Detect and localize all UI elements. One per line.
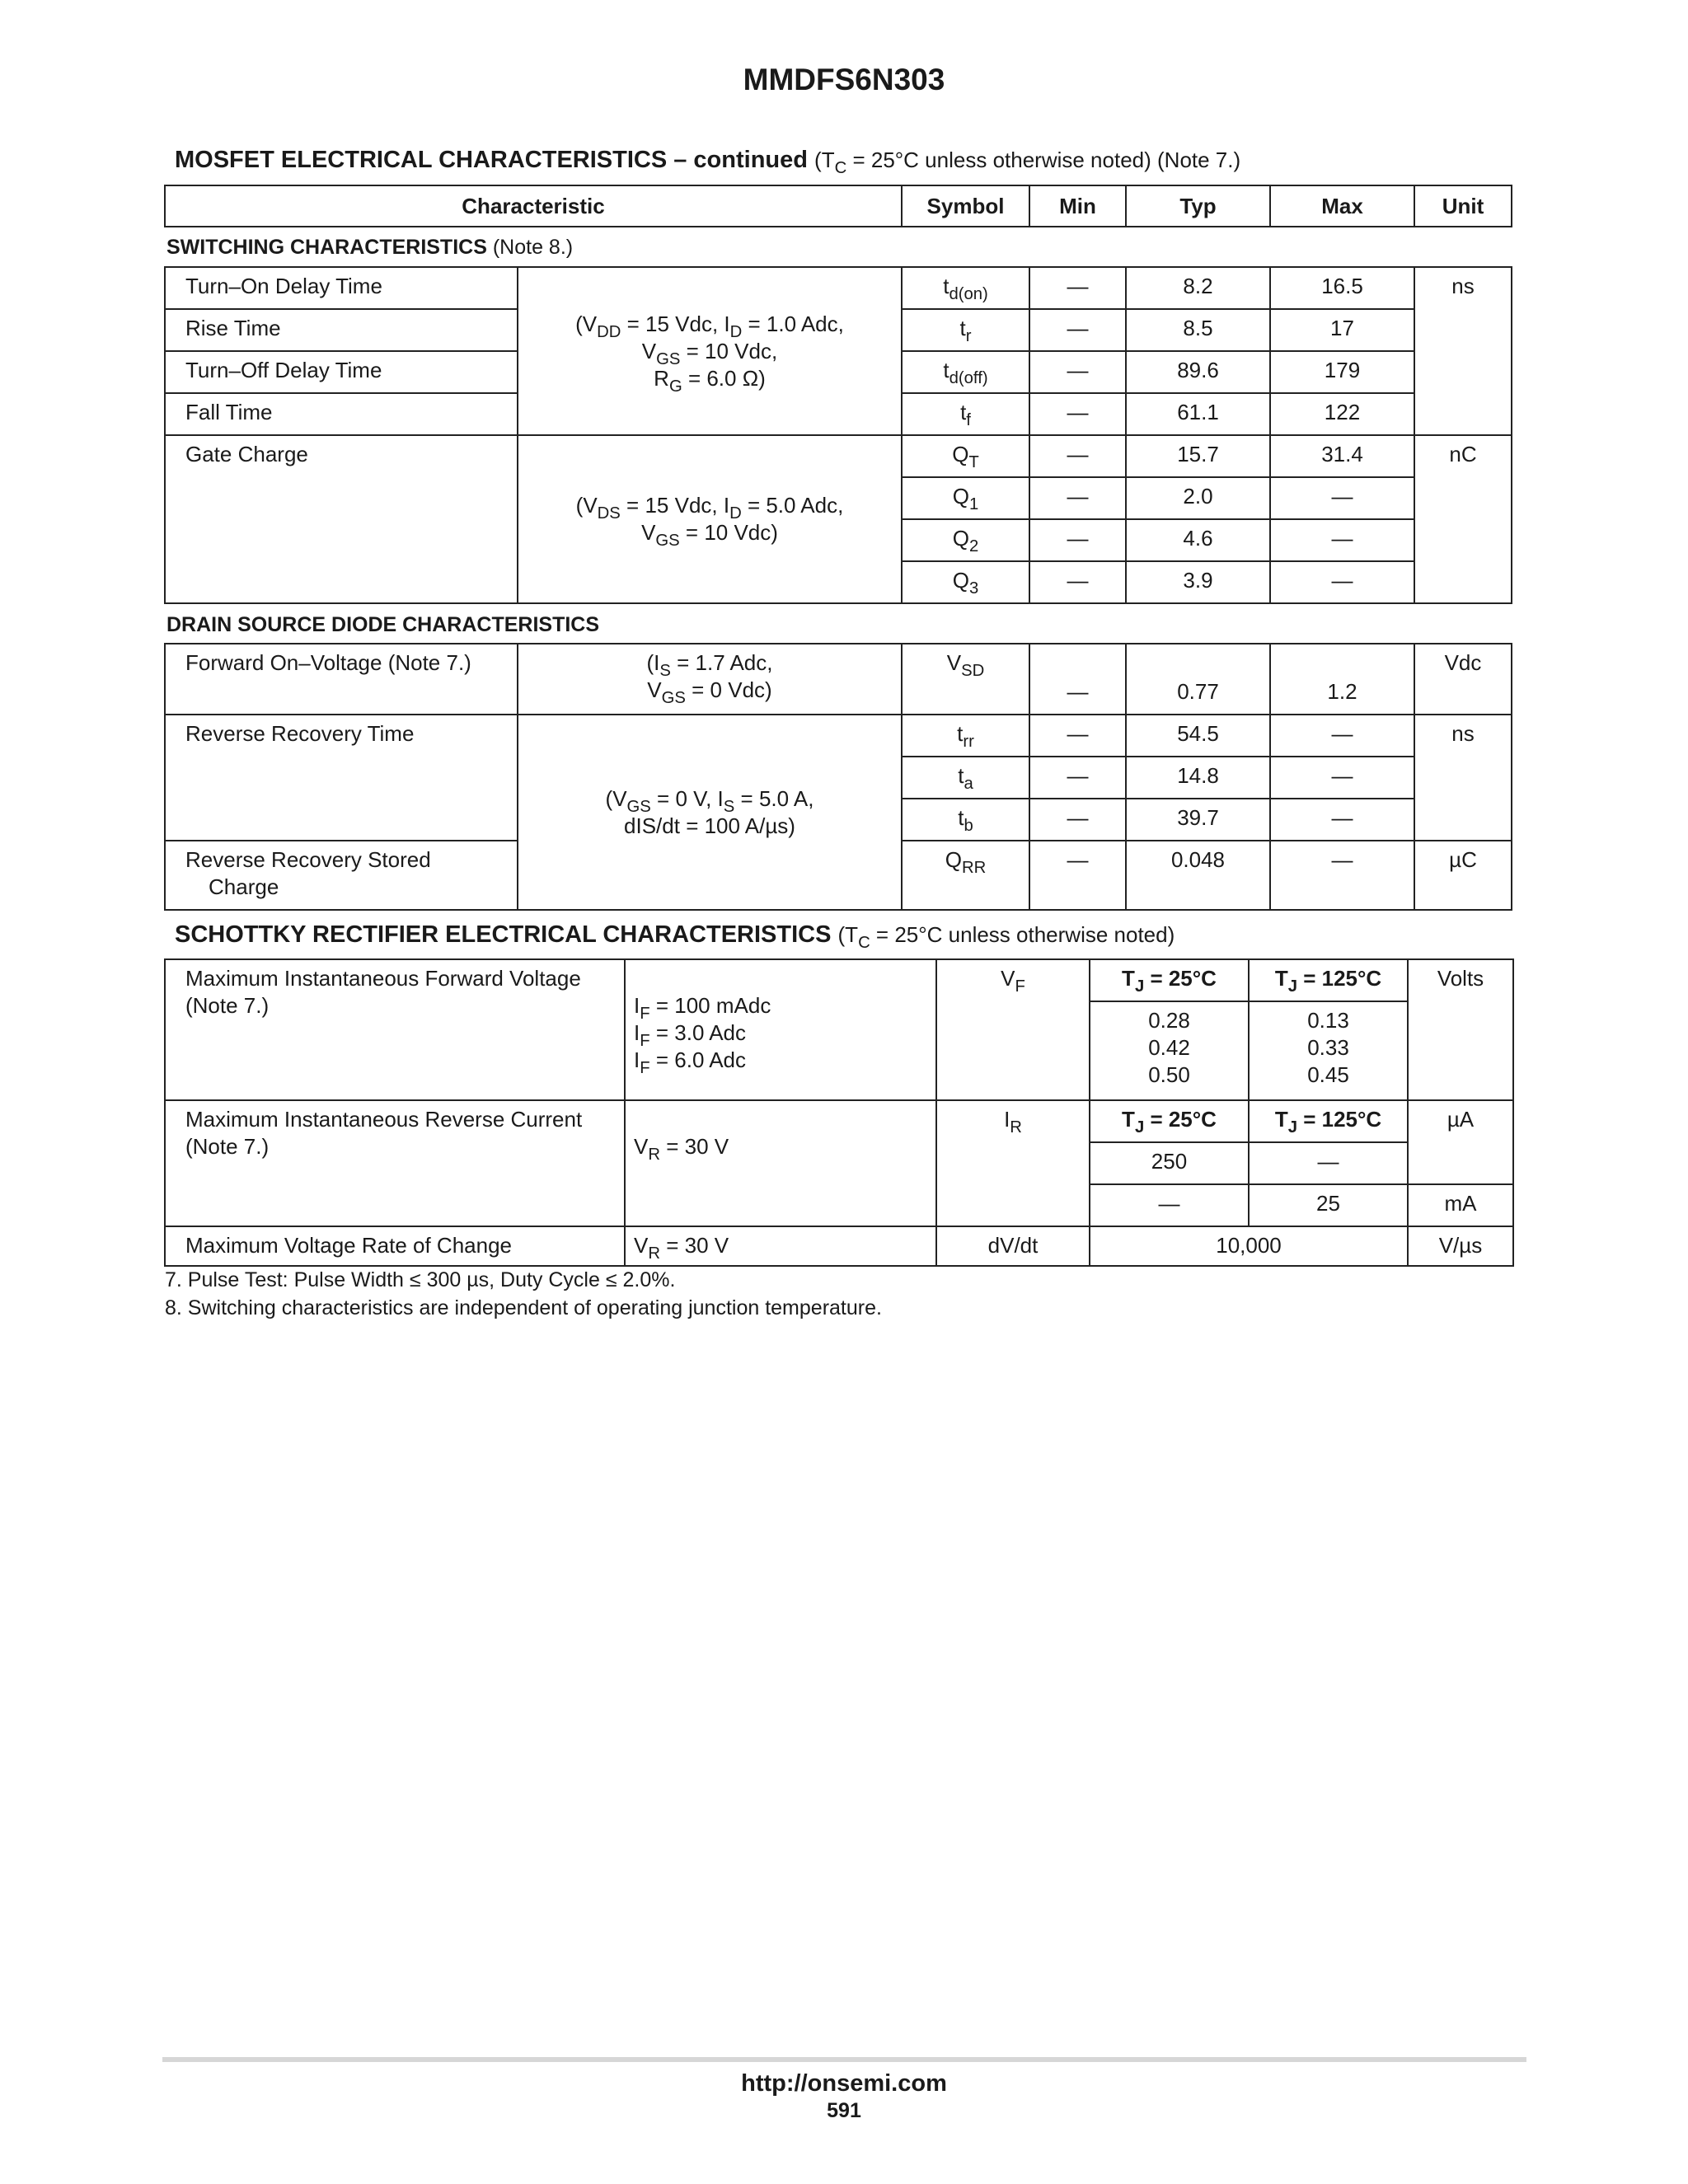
param-name: Maximum Voltage Rate of Change — [165, 1226, 625, 1266]
param-symbol: $Q_{RR}$ — [902, 841, 1029, 910]
param-max: — — [1270, 477, 1414, 519]
switching-subheading: SWITCHING CHARACTERISTICS (Note 8.) — [166, 236, 574, 259]
param-max: — — [1270, 757, 1414, 799]
diode-subheading: DRAIN SOURCE DIODE CHARACTERISTICS — [166, 613, 600, 636]
param-name: Turn–Off Delay Time — [165, 351, 518, 393]
param-max: — — [1270, 799, 1414, 841]
param-typ: 3.9 — [1126, 561, 1270, 603]
vf-conditions: $I_F = 100$ mAdc $I_F = 3.0$ Adc $I_F = 6.0$ Adc — [625, 959, 936, 1100]
param-unit: ns — [1414, 715, 1512, 841]
param-symbol: $t_{d(on)}$ — [902, 267, 1029, 309]
param-max: 179 — [1270, 351, 1414, 393]
param-unit: V/µs — [1408, 1226, 1513, 1266]
param-name: Forward On–Voltage (Note 7.) — [165, 644, 518, 715]
footer-url[interactable]: http://onsemi.com — [741, 2070, 947, 2097]
tj25-header: $T_J = 25^\circ C$ — [1090, 959, 1249, 1001]
param-symbol: $t_r$ — [902, 309, 1029, 351]
param-name: Reverse Recovery Time — [165, 715, 518, 841]
param-typ: 8.2 — [1126, 267, 1270, 309]
gate-conditions: ($V_{DS} = 15$ Vdc, $I_D = 5.0$ Adc, $V_{GS} = 10$ Vdc) — [518, 435, 902, 603]
param-typ: 89.6 — [1126, 351, 1270, 393]
header-characteristic: Characteristic — [165, 185, 902, 227]
param-name: Reverse Recovery Stored Charge — [165, 841, 518, 910]
param-unit: nC — [1414, 435, 1512, 603]
page-number: 591 — [827, 2099, 861, 2122]
table-row — [165, 644, 1512, 715]
schottky-title-note: ($T_C = 25^\circ C$ unless otherwise noted) — [837, 922, 1175, 953]
switching-table — [164, 266, 1512, 604]
param-typ: 54.5 — [1126, 715, 1270, 757]
table-row — [165, 959, 1513, 1001]
param-name: Turn–On Delay Time — [165, 267, 518, 309]
param-min: — — [1029, 519, 1126, 561]
recovery-conditions: ($V_{GS} = 0$ V, $I_S = 5.0$ A, dIS/dt = 100 A/µs) — [518, 715, 902, 910]
param-unit: µA — [1408, 1100, 1513, 1184]
param-max: 1.2 — [1270, 644, 1414, 715]
param-min: — — [1029, 561, 1126, 603]
ir-value-25: — — [1090, 1184, 1249, 1226]
param-symbol: $V_{SD}$ — [902, 644, 1029, 715]
param-typ: 0.048 — [1126, 841, 1270, 910]
mosfet-title-note: ($T_C = 25^\circ C$ unless otherwise noted) (Note 7.) — [814, 148, 1241, 178]
table-row — [165, 435, 1512, 477]
param-max: 122 — [1270, 393, 1414, 435]
vf-values-125: 0.13 0.33 0.45 — [1249, 1001, 1408, 1100]
param-unit: Vdc — [1414, 644, 1512, 715]
param-symbol: $V_F$ — [936, 959, 1090, 1100]
param-max: — — [1270, 841, 1414, 910]
param-name: Gate Charge — [165, 435, 518, 603]
tj125-header: $T_J = 125^\circ C$ — [1249, 959, 1408, 1001]
param-unit: µC — [1414, 841, 1512, 910]
footer-divider — [162, 2057, 1526, 2062]
vf-name-cell — [165, 959, 625, 1100]
param-symbol: $Q_T$ — [902, 435, 1029, 477]
param-min: — — [1029, 267, 1126, 309]
param-max: 31.4 — [1270, 435, 1414, 477]
param-symbol: $Q_1$ — [902, 477, 1029, 519]
ir-value-125: 25 — [1249, 1184, 1408, 1226]
param-typ: 15.7 — [1126, 435, 1270, 477]
dvdt-conditions: $V_R = 30$ V — [625, 1226, 936, 1266]
param-symbol: $t_a$ — [902, 757, 1029, 799]
param-min: — — [1029, 841, 1126, 910]
param-min: — — [1029, 757, 1126, 799]
tj25-header: $T_J = 25^\circ C$ — [1090, 1100, 1249, 1142]
vf-values-25: 0.28 0.42 0.50 — [1090, 1001, 1249, 1100]
tj125-header: $T_J = 125^\circ C$ — [1249, 1100, 1408, 1142]
param-typ: 8.5 — [1126, 309, 1270, 351]
param-max: — — [1270, 715, 1414, 757]
table-row — [165, 267, 1512, 309]
table-row — [165, 715, 1512, 757]
param-symbol: $t_{d(off)}$ — [902, 351, 1029, 393]
param-max: 16.5 — [1270, 267, 1414, 309]
schottky-section-title: SCHOTTKY RECTIFIER ELECTRICAL CHARACTERISTICS ($T_C = 25^\circ C$ unless otherwise noted) — [175, 921, 1175, 953]
schottky-table — [164, 958, 1514, 1267]
param-symbol: $t_{rr}$ — [902, 715, 1029, 757]
switching-conditions: ($V_{DD} = 15$ Vdc, $I_D = 1.0$ Adc, $V_{GS} = 10$ Vdc, $R_G = 6.0$ Ω) — [518, 267, 902, 435]
param-typ: 2.0 — [1126, 477, 1270, 519]
ir-value-25: 250 — [1090, 1142, 1249, 1184]
param-max: 17 — [1270, 309, 1414, 351]
part-number: MMDFS6N303 — [743, 63, 945, 96]
param-max: — — [1270, 561, 1414, 603]
param-name: Maximum Instantaneous Forward Voltage (Note 7.) — [185, 966, 581, 1018]
param-symbol: $I_R$ — [936, 1100, 1090, 1226]
header-min: Min — [1029, 185, 1126, 227]
param-symbol: $t_f$ — [902, 393, 1029, 435]
dvdt-value: 10,000 — [1090, 1226, 1408, 1266]
param-min: — — [1029, 799, 1126, 841]
param-symbol: $Q_3$ — [902, 561, 1029, 603]
param-min: — — [1029, 393, 1126, 435]
param-symbol: $Q_2$ — [902, 519, 1029, 561]
param-min: — — [1029, 477, 1126, 519]
param-name: Rise Time — [165, 309, 518, 351]
param-typ: 39.7 — [1126, 799, 1270, 841]
diode-table — [164, 643, 1512, 911]
header-typ: Typ — [1126, 185, 1270, 227]
param-min: — — [1029, 715, 1126, 757]
footnote-7: 7. Pulse Test: Pulse Width ≤ 300 µs, Duty Cycle ≤ 2.0%. — [165, 1268, 676, 1291]
header-unit: Unit — [1414, 185, 1512, 227]
header-max: Max — [1270, 185, 1414, 227]
param-symbol: $t_b$ — [902, 799, 1029, 841]
table-row — [165, 1226, 1513, 1266]
param-min: — — [1029, 351, 1126, 393]
ir-value-125: — — [1249, 1142, 1408, 1184]
param-name: Maximum Instantaneous Reverse Current (Note 7.) — [165, 1100, 625, 1226]
param-min: — — [1029, 435, 1126, 477]
param-min: — — [1029, 309, 1126, 351]
param-symbol: dV/dt — [936, 1226, 1090, 1266]
param-name: Fall Time — [165, 393, 518, 435]
ir-conditions: $V_R = 30$ V — [625, 1100, 936, 1226]
table-row — [165, 1100, 1513, 1142]
param-unit: mA — [1408, 1184, 1513, 1226]
param-unit: Volts — [1408, 959, 1513, 1100]
footnote-8: 8. Switching characteristics are independent of operating junction temperature. — [165, 1296, 882, 1319]
param-typ: 61.1 — [1126, 393, 1270, 435]
param-typ: 14.8 — [1126, 757, 1270, 799]
param-max: — — [1270, 519, 1414, 561]
vsd-conditions: ($I_S = 1.7$ Adc, $V_{GS} = 0$ Vdc) — [518, 644, 902, 715]
param-typ: 4.6 — [1126, 519, 1270, 561]
header-symbol: Symbol — [902, 185, 1029, 227]
mosfet-section-title: MOSFET ELECTRICAL CHARACTERISTICS – continued ($T_C = 25^\circ C$ unless otherwise noted) (Note 7.) — [175, 147, 1241, 178]
param-min: — — [1029, 644, 1126, 715]
param-unit: ns — [1414, 267, 1512, 435]
param-typ: 0.77 — [1126, 644, 1270, 715]
mosfet-header-table — [164, 185, 1512, 227]
